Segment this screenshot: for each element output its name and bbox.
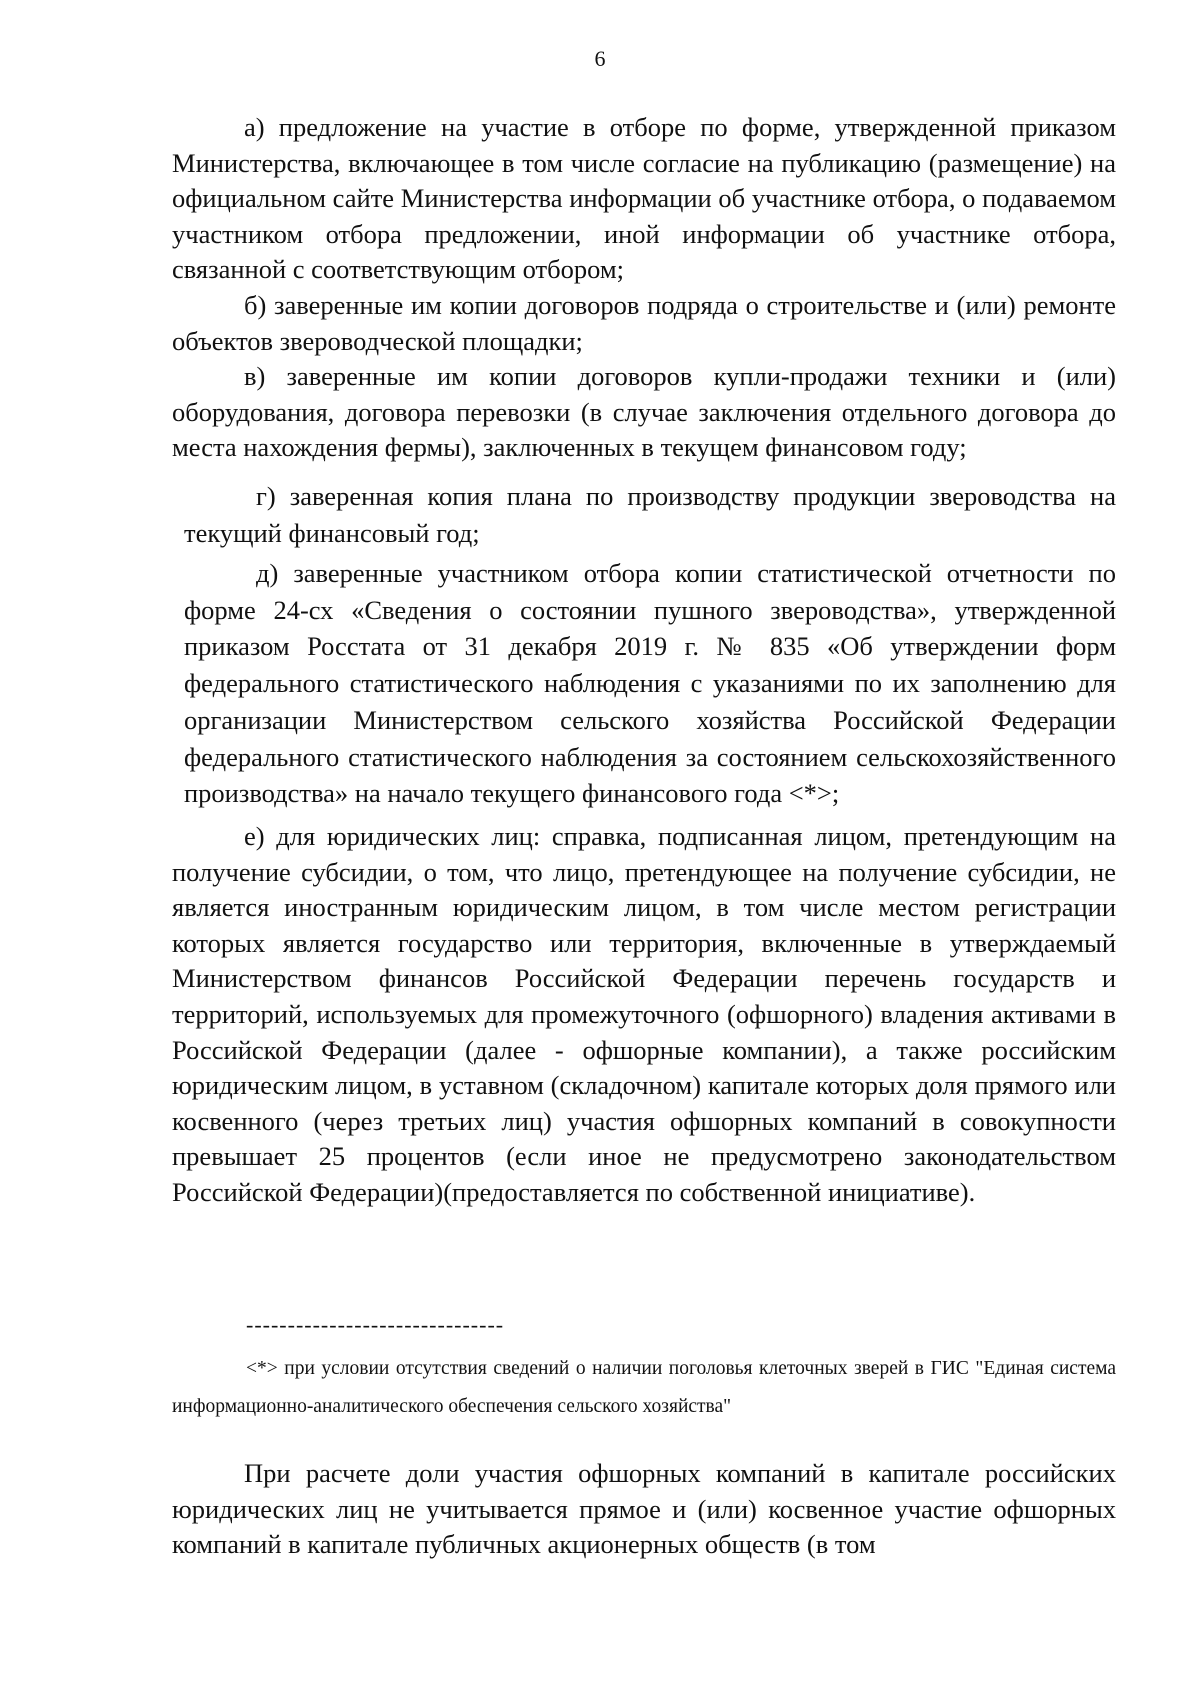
paragraph-g: г) заверенная копия плана по производству продукции звероводства на текущий финансовый год;: [184, 481, 1116, 548]
footnote-separator: -------------------------------: [246, 1312, 505, 1337]
closing-paragraph: При расчете доли участия офшорных компаний в капитале российских юридических лиц не учитывается прямое и (или) косвенное участие офшорных компаний в капитале публичных акционерных обществ (в том: [172, 1458, 1116, 1560]
footnote: <*> при условии отсутствия сведений о наличии поголовья клеточных зверей в ГИС "Единая система информационно-аналитического обеспечения сельского хозяйства": [172, 1358, 1116, 1417]
paragraph-e: е) для юридических лиц: справка, подписанная лицом, претендующим на получение субсидии, о том, что лицо, претендующее на получение субсидии, не является иностранным юридическим лицом, в том числе местом регистрации которых является государство или территория, включенные в утверждаемый Министерством финансов Российской Федерации перечень государств и территорий, используемых для промежуточного (офшорного) владения активами в Российской Федерации (далее - офшорные компании), а также российским юридическим лицом, в уставном (складочном) капитале которых доля прямого или косвенного (через третьих лиц) участия офшорных компаний в совокупности превышает 25 процентов (если иное не предусмотрено законодательством Российской Федерации)(предоставляется по собственной инициативе).: [172, 821, 1116, 1207]
paragraph-b: б) заверенные им копии договоров подряда о строительстве и (или) ремонте объектов звероводческой площадки;: [172, 290, 1116, 356]
paragraph-d: д) заверенные участником отбора копии статистической отчетности по форме 24-сх «Сведения о состоянии пушного звероводства», утвержденной приказом Росстата от 31 декабря 2019 г. № 835 «Об утверждении форм федерального статистического наблюдения с указаниями по их заполнению для организации Министерством сельского хозяйства Российской Федерации федерального статистического наблюдения за состоянием сельскохозяйственного производства» на начало текущего финансового года <*>;: [184, 558, 1116, 809]
paragraph-a: а) предложение на участие в отборе по форме, утвержденной приказом Министерства, включающее в том числе согласие на публикацию (размещение) на официальном сайте Министерства информации об участнике отбора, о подаваемом участником отбора предложении, иной информации об участнике отбора, связанной с соответствующим отбором;: [172, 112, 1116, 285]
paragraph-v: в) заверенные им копии договоров купли-продажи техники и (или) оборудования, договора перевозки (в случае заключения отдельного договора до места нахождения фермы), заключенных в текущем финансовом году;: [172, 361, 1116, 463]
page-number: 6: [594, 46, 606, 71]
